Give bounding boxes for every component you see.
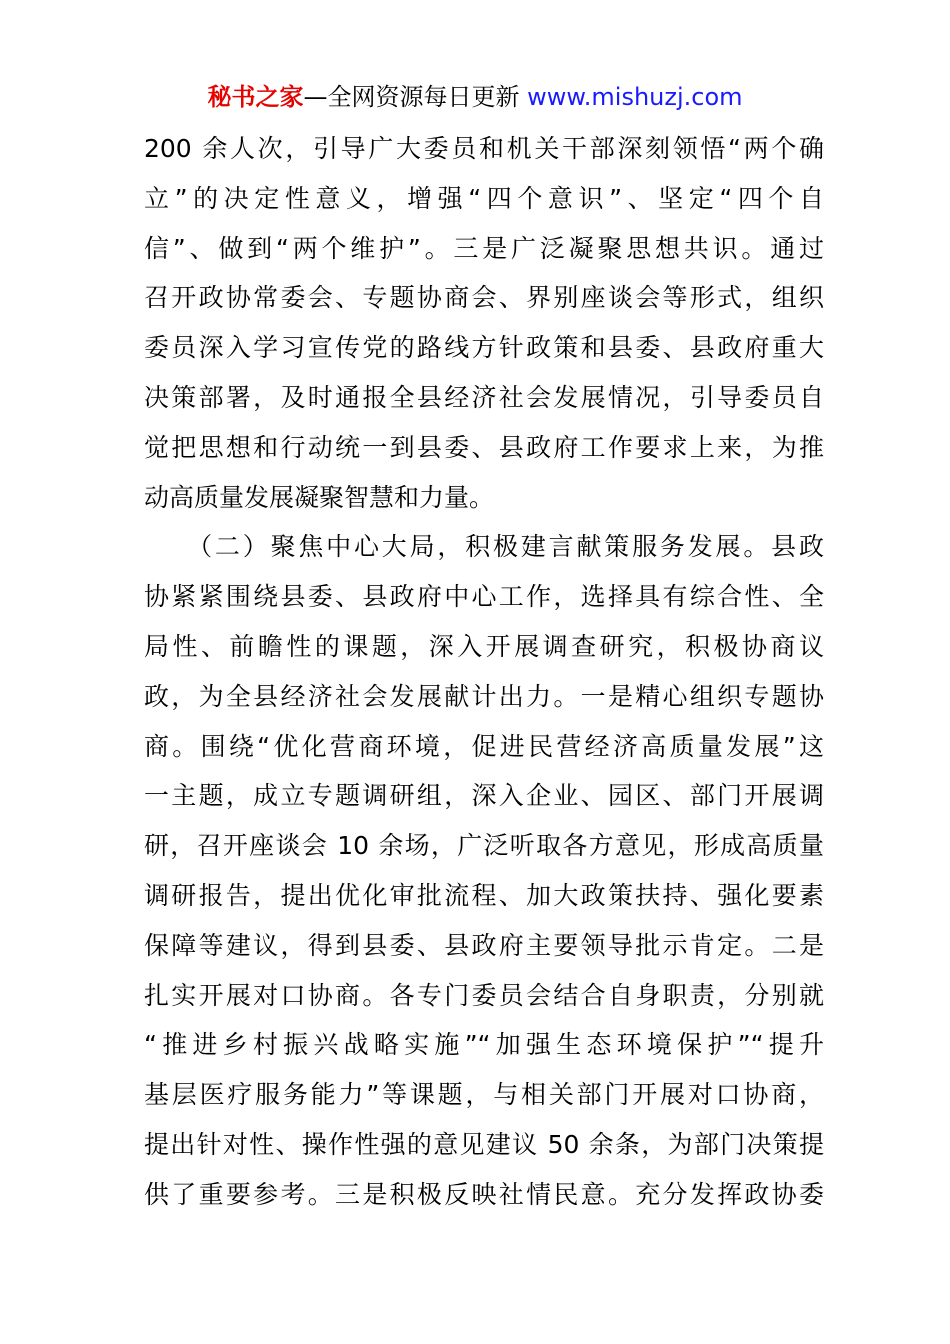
text-line: 商。围绕“优化营商环境，促进民营经济高质量发展”这 — [144, 731, 824, 761]
text-line: 决策部署，及时通报全县经济社会发展情况，引导委员自 — [144, 382, 824, 412]
text-line: （二）聚焦中心大局，积极建言献策服务发展。县政 — [144, 532, 824, 562]
text-line: 协紧紧围绕县委、县政府中心工作，选择具有综合性、全 — [144, 582, 824, 612]
text-line: 调研报告，提出优化审批流程、加大政策扶持、强化要素 — [144, 880, 824, 910]
text-line: 立”的决定性意义，增强“四个意识”、坚定“四个自 — [144, 183, 824, 213]
text-line: 委员深入学习宣传党的路线方针政策和县委、县政府重大 — [144, 333, 824, 363]
text-line: 政，为全县经济社会发展献计出力。一是精心组织专题协 — [144, 681, 824, 711]
document-body — [144, 124, 824, 1220]
site-brand: 秘书之家 — [207, 83, 304, 111]
page-header — [0, 80, 950, 114]
site-slogan: —全网资源每日更新 — [303, 83, 520, 111]
text-line: 研，召开座谈会 10 余场，广泛听取各方意见，形成高质量 — [144, 831, 824, 861]
text-line: 召开政协常委会、专题协商会、界别座谈会等形式，组织 — [144, 283, 824, 313]
text-line: 觉把思想和行动统一到县委、县政府工作要求上来，为推 — [144, 432, 824, 462]
text-line: 200 余人次，引导广大委员和机关干部深刻领悟“两个确 — [144, 134, 824, 163]
text-line: 扎实开展对口协商。各专门委员会结合自身职责，分别就 — [144, 980, 824, 1010]
text-line: 提出针对性、操作性强的意见建议 50 余条，为部门决策提 — [144, 1129, 824, 1159]
site-url[interactable]: www.mishuzj.com — [527, 83, 743, 111]
text-line: “推进乡村振兴战略实施”“加强生态环境保护”“提升 — [144, 1030, 824, 1060]
text-line: 信”、做到“两个维护”。三是广泛凝聚思想共识。通过 — [144, 233, 824, 263]
text-line: 基层医疗服务能力”等课题，与相关部门开展对口协商， — [144, 1080, 824, 1110]
text-line: 供了重要参考。三是积极反映社情民意。充分发挥政协委 — [144, 1179, 824, 1209]
text-line: 动高质量发展凝聚智慧和力量。 — [144, 482, 495, 512]
text-line: 一主题，成立专题调研组，深入企业、园区、部门开展调 — [144, 781, 824, 811]
text-line: 保障等建议，得到县委、县政府主要领导批示肯定。二是 — [144, 930, 824, 960]
text-line: 局性、前瞻性的课题，深入开展调查研究，积极协商议 — [144, 631, 824, 661]
